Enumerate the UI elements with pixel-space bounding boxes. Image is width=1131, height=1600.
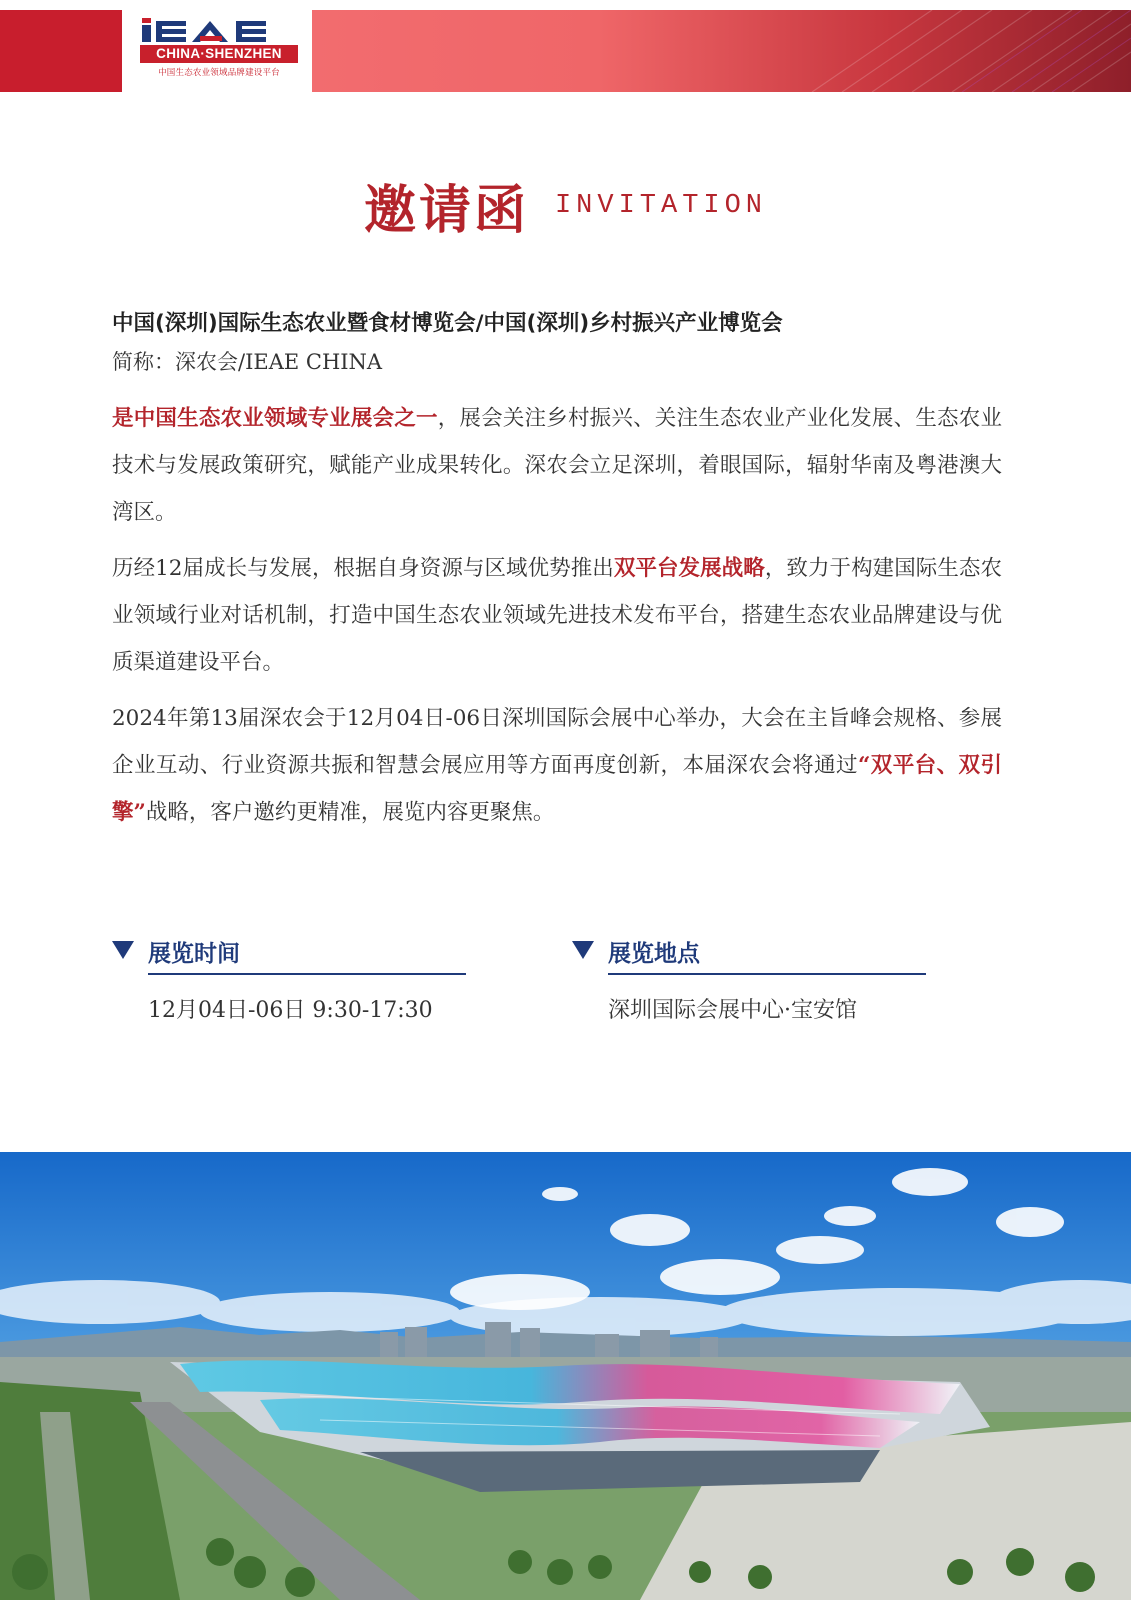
exhibition-time-value: 12月04日-06日 9:30-17:30	[148, 998, 433, 1023]
exhibition-time-label: 展览时间	[148, 941, 240, 967]
strategy-text-before: 历经12届成长与发展，根据自身资源与区域优势推出	[112, 556, 614, 581]
header-gradient-band	[312, 10, 1131, 92]
title-chinese: 邀请函	[363, 180, 529, 241]
exhibition-place-value: 深圳国际会展中心·宝安馆	[608, 998, 857, 1023]
event-text-after: 战略，客户邀约更精准，展览内容更聚焦。	[145, 800, 555, 825]
triangle-down-icon	[572, 941, 594, 959]
expo-short-name: 简称：深农会/IEAE CHINA	[112, 350, 383, 374]
exhibition-place-label: 展览地点	[608, 941, 700, 967]
header-streaks-decoration	[312, 10, 1131, 92]
intro-text: ，展会关注乡村振兴、关注生态农业产业化发展、生态农业技术与发展政策研究，赋能产业成果转化。深农会立足深圳，着眼国际，辐射华南及粤港澳大湾区。	[112, 406, 1002, 525]
header-red-block	[0, 10, 122, 92]
intro-highlight: 是中国生态农业领域专业展会之一	[112, 406, 438, 431]
logo-location-bar: CHINA·SHENZHEN	[140, 45, 298, 63]
event-paragraph	[112, 695, 1002, 836]
ieae-logo	[140, 18, 298, 42]
divider	[608, 973, 926, 975]
page-title	[0, 168, 1131, 243]
strategy-text-after: ，致力于构建国际生态农业领域行业对话机制，打造中国生态农业领域先进技术发布平台，搭建生态农业品牌建设与优质渠道建设平台。	[112, 556, 1002, 675]
title-english: INVITATION	[554, 190, 768, 221]
logo-slogan: 中国生态农业领域品牌建设平台	[158, 68, 280, 78]
divider	[148, 973, 466, 975]
strategy-paragraph	[112, 545, 1002, 686]
triangle-down-icon	[112, 941, 134, 959]
event-text-before: 2024年第13届深农会于12月04日-06日深圳国际会展中心举办，大会在主旨峰会规格、参展企业互动、行业资源共振和智慧会展应用等方面再度创新，本届深农会将通过	[112, 706, 1002, 778]
event-highlight: “双平台、双引擎”	[112, 753, 1002, 825]
intro-paragraph	[112, 395, 1002, 536]
exhibition-center-photo	[0, 1152, 1131, 1600]
expo-full-name: 中国(深圳)国际生态农业暨食材博览会/中国(深圳)乡村振兴产业博览会	[112, 311, 783, 336]
strategy-highlight: 双平台发展战略	[613, 556, 765, 581]
